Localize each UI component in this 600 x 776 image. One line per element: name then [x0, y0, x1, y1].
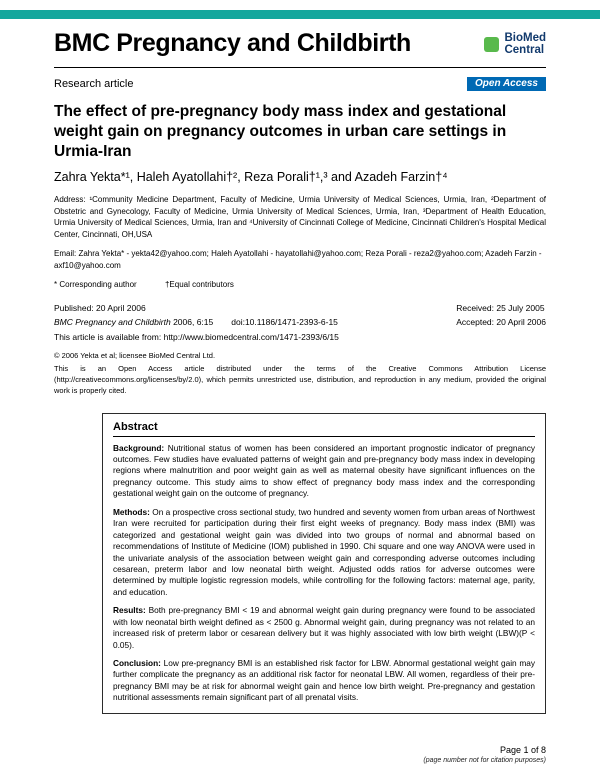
top-color-bar — [0, 10, 600, 19]
abstract-conclusion-text: Low pre-pregnancy BMI is an established risk factor for LBW. Abnormal gestational weight gain may further complicate the pregnancy as an additional risk factor for neonatal LBW. All women, regardless of their pre-pregnancy BMI may be at risk for abnormal weight gain and hence low birth weight. Pre-pregnancy and gestation nutritional assessments remain significant part of all prenatal visits. — [113, 658, 535, 703]
received-line: Received: 25 July 2005 — [456, 303, 545, 314]
available-from-label: This article is available from: — [54, 332, 164, 343]
citation-note: (page number not for citation purposes) — [423, 757, 546, 764]
article-url-link[interactable]: http://www.biomedcentral.com/1471-2393/6/15 — [163, 332, 339, 343]
open-access-badge: Open Access — [467, 77, 546, 91]
equal-contributors-label: †Equal contributors — [164, 280, 234, 290]
biomed-central-logo — [484, 32, 546, 56]
abstract-heading: Abstract — [113, 421, 535, 437]
abstract-conclusion-label: Conclusion: — [113, 658, 161, 669]
article-type-label: Research article — [54, 77, 134, 90]
abstract-box — [102, 413, 546, 714]
journal-title: BMC Pregnancy and Childbirth — [54, 29, 411, 57]
corresponding-author-label: * Corresponding author — [54, 280, 137, 290]
biomed-central-logo-text — [504, 32, 546, 56]
abstract-conclusion-paragraph — [113, 658, 535, 704]
copyright-line: © 2006 Yekta et al; licensee BioMed Central Ltd. — [54, 351, 216, 361]
citation-volume: 2006, 6:15 — [170, 317, 214, 328]
publication-info-row — [54, 303, 546, 331]
abstract-background-label: Background: — [113, 442, 165, 453]
authors-line: Zahra Yekta*¹, Haleh Ayatollahi†², Reza Porali†¹,³ and Azadeh Farzin†⁴ — [54, 169, 448, 184]
abstract-methods-text: On a prospective cross sectional study, two hundred and seventy women from urban areas of Northwest Iran were recruited for participation during their first eight weeks of pregnancy. Body mass index (BMI) was categorized and gestational weight gain was divided into two groups of normal and abnormal based on recommendations of Institute of Medicine (IOM) published in 1990. Chi square and one way ANOVA were used in the univariate analysis of the association between weight gain and corresponding adverse outcomes including cesarean, preterm labor and low neonatal birth weight. Adjusted odds ratios for adverse outcomes were determined by multiple logistic regression models, while controlling for the following factors: maternal age, parity, and education. — [113, 506, 536, 597]
article-type-row — [54, 77, 546, 91]
abstract-results-label: Results: — [113, 605, 146, 616]
available-from-line — [54, 332, 546, 342]
citation-line — [54, 317, 338, 327]
abstract-background-paragraph — [113, 443, 535, 500]
logo-word-central: Central — [504, 44, 545, 57]
page-number: Page 1 of 8 — [499, 745, 546, 755]
article-title: The effect of pre-pregnancy body mass index and gestational weight gain on pregnancy outcomes in urban care settings in Urmia-Iran — [54, 102, 507, 160]
biomed-central-logo-icon — [484, 37, 499, 52]
abstract-background-text: Nutritional status of women has been considered an important prognostic indicator of pregnancy outcomes. Few studies have evaluated patterns of weight gain and pre-pregnancy body mass index in developing regions where malnutrition and poor weight gain as well as maternal obesity have significant influences on the pregnancy outcome. This study aims to show effect of pregnancy body mass index and the corresponding gestational weight gain on the outcome of pregnancy. — [113, 442, 536, 499]
masthead — [54, 30, 546, 58]
email-block[interactable]: Email: Zahra Yekta* - yekta42@yahoo.com; Haleh Ayatollahi - hayatollahi@yahoo.com; Reza Porali - reza2@yahoo.com; Azadeh Farzin - axf10@yahoo.com — [54, 249, 542, 270]
license-text: This is an Open Access article distributed under the terms of the Creative Commons Attribution License (http://creativecommons.org/licenses/by/2.0), which permits unrestricted use, distribution, and reproduction in any medium, provided the original work is properly cited. — [54, 363, 546, 395]
doi-text: doi:10.1186/1471-2393-6-15 — [231, 317, 338, 328]
masthead-rule — [54, 67, 546, 68]
accepted-line: Accepted: 20 April 2006 — [456, 317, 546, 328]
journal-citation-italic: BMC Pregnancy and Childbirth — [54, 317, 171, 328]
published-line: Published: 20 April 2006 — [54, 303, 146, 314]
address-block: Address: ¹Community Medicine Department, Faculty of Medicine, Urmia University of Medical Sciences, Urmia, Iran, ²Department of Obstetric and Gynecology, Faculty of Medicine, Urmia University of Medical Sciences, Urmia, Iran, ³Department of Health Education, Urmia University of Medical Sciences, Urmia, Iran and ⁴University of Cincinnati College of Medicine, Cincinnati Children's Hospital Medical Center, Cincinnati, OH,USA — [54, 194, 546, 239]
logo-word-biomed: BioMed — [504, 32, 546, 44]
abstract-results-text: Both pre-pregnancy BMI < 19 and abnormal weight gain during pregnancy were found to be associated with low neonatal birth weight defined as < 2500 g. Abnormal weight gain, during pregnancy was not related to an increased risk of preterm labor or cesarean delivery but it was highly associated with low birth weight (LBW)(P < 0.05). — [113, 605, 535, 650]
publication-info-left — [54, 303, 338, 331]
abstract-results-paragraph — [113, 605, 535, 651]
publication-info-right — [456, 303, 546, 331]
page-footer — [423, 745, 546, 764]
corresponding-note — [54, 279, 546, 291]
abstract-methods-paragraph — [113, 507, 535, 599]
page-content — [54, 26, 546, 714]
abstract-methods-label: Methods: — [113, 506, 150, 517]
